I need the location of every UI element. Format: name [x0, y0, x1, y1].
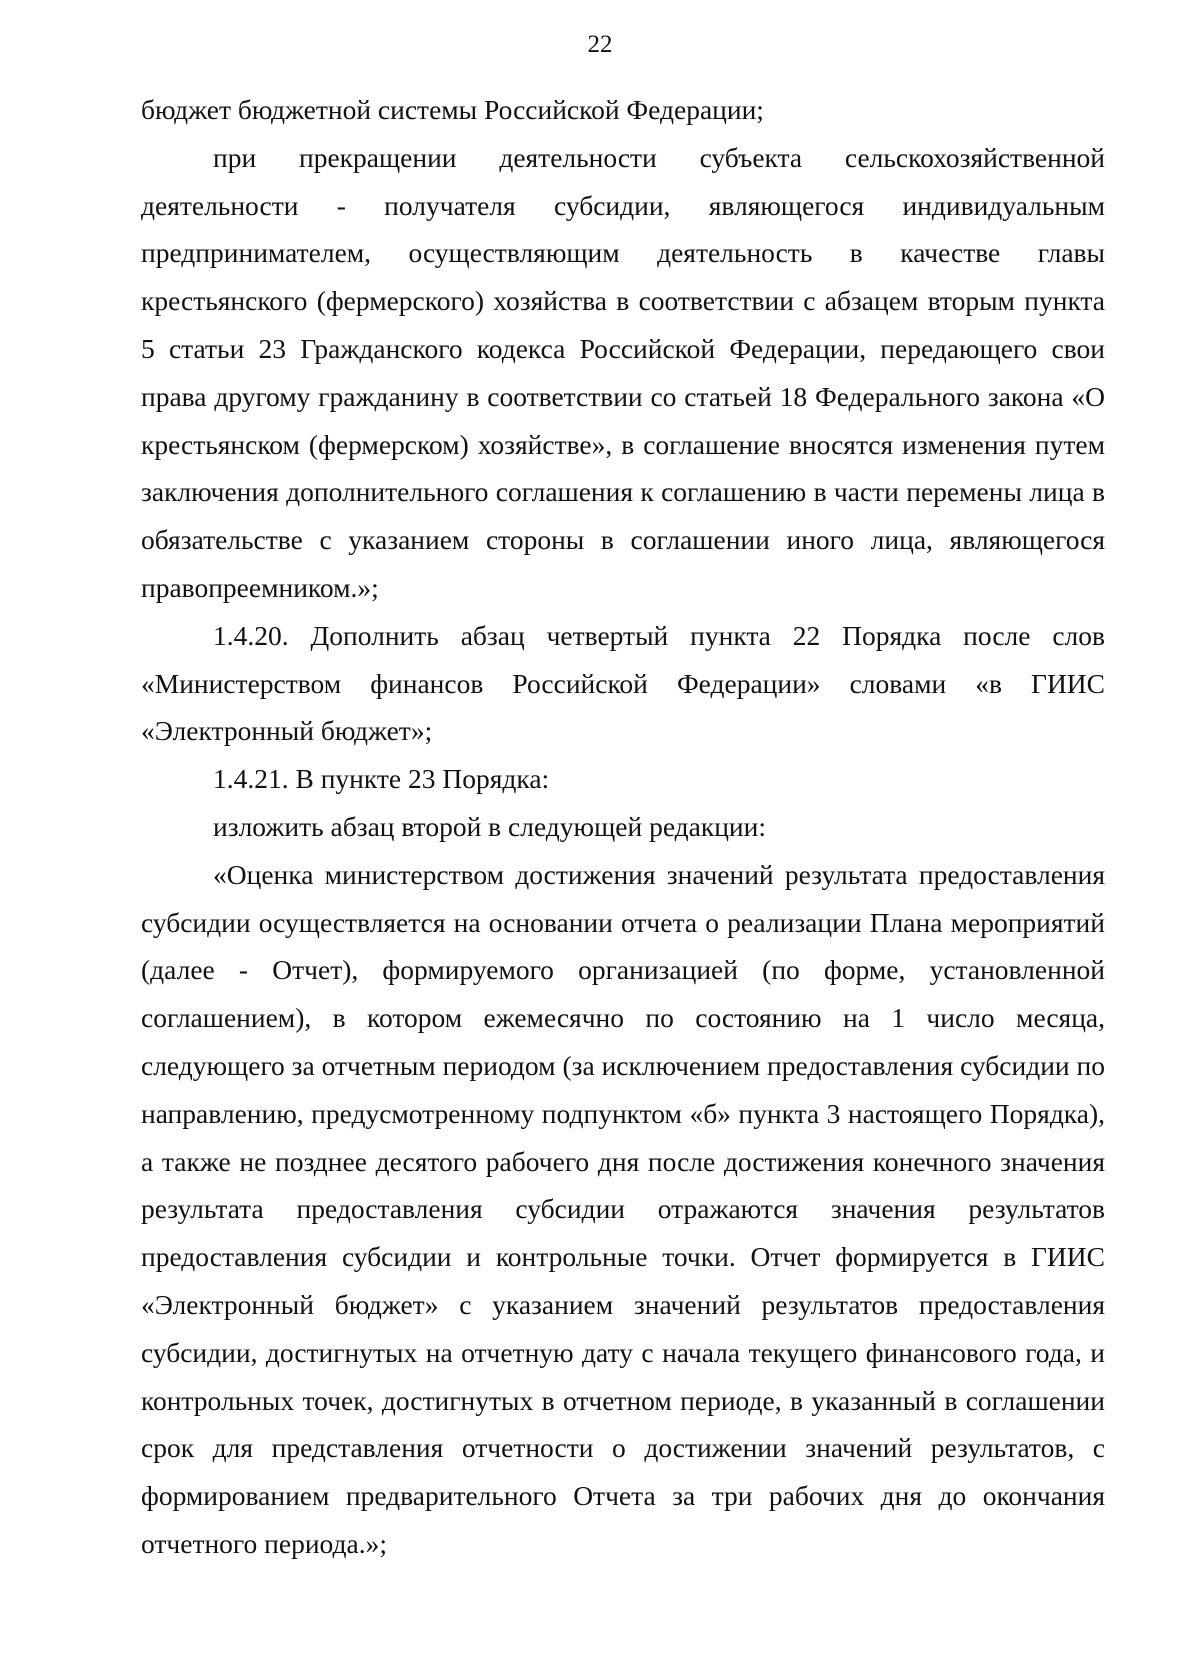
paragraph-1-4-21: 1.4.21. В пункте 23 Порядка:: [213, 763, 550, 795]
document-body: [141, 86, 1105, 1568]
page-number: 22: [587, 31, 613, 58]
paragraph-second-abzac-edit: изложить абзац второй в следующей редакции:: [213, 810, 767, 842]
paragraph-termination-clause: при прекращении деятельности субъекта сельскохозяйственной деятельности - получателя субсидии, являющегося индивидуальным предпринимателем, осуществляющим деятельность в качестве главы крестьянского (фермерского) хозяйства в соответствии с абзацем вторым пункта 5 статьи 23 Гражданского кодекса Российской Федерации, передающего свои права другому гражданину в соответствии со статьей 18 Федерального закона «О крестьянском (фермерском) хозяйстве», в соглашение вносятся изменения путем заключения дополнительного соглашения к соглашению в части перемены лица в обязательстве с указанием стороны в соглашении иного лица, являющегося правопреемником.»;: [141, 141, 1105, 603]
paragraph-1-4-20: 1.4.20. Дополнить абзац четвертый пункта 22 Порядка после слов «Министерством финансов Российской Федерации» словами «в ГИИС «Электронный бюджет»;: [141, 619, 1105, 747]
paragraph-budget-system: бюджет бюджетной системы Российской Федерации;: [141, 94, 764, 125]
paragraph-assessment-report: «Оценка министерством достижения значений результата предоставления субсидии осуществляется на основании отчета о реализации Плана мероприятий (далее - Отчет), формируемого организацией (по форме, установленной соглашением), в котором ежемесячно по состоянию на 1 число месяца, следующего за отчетным периодом (за исключением предоставления субсидии по направлению, предусмотренному подпунктом «б» пункта 3 настоящего Порядка), а также не позднее десятого рабочего дня после достижения конечного значения результата предоставления субсидии отражаются значения результатов предоставления субсидии и контрольные точки. Отчет формируется в ГИИС «Электронный бюджет» с указанием значений результатов предоставления субсидии, достигнутых на отчетную дату с начала текущего финансового года, и контрольных точек, достигнутых в отчетном периоде, в указанный в соглашении срок для представления отчетности о достижении значений результатов, с формированием предварительного Отчета за три рабочих дня до окончания отчетного периода.»;: [141, 858, 1105, 1559]
